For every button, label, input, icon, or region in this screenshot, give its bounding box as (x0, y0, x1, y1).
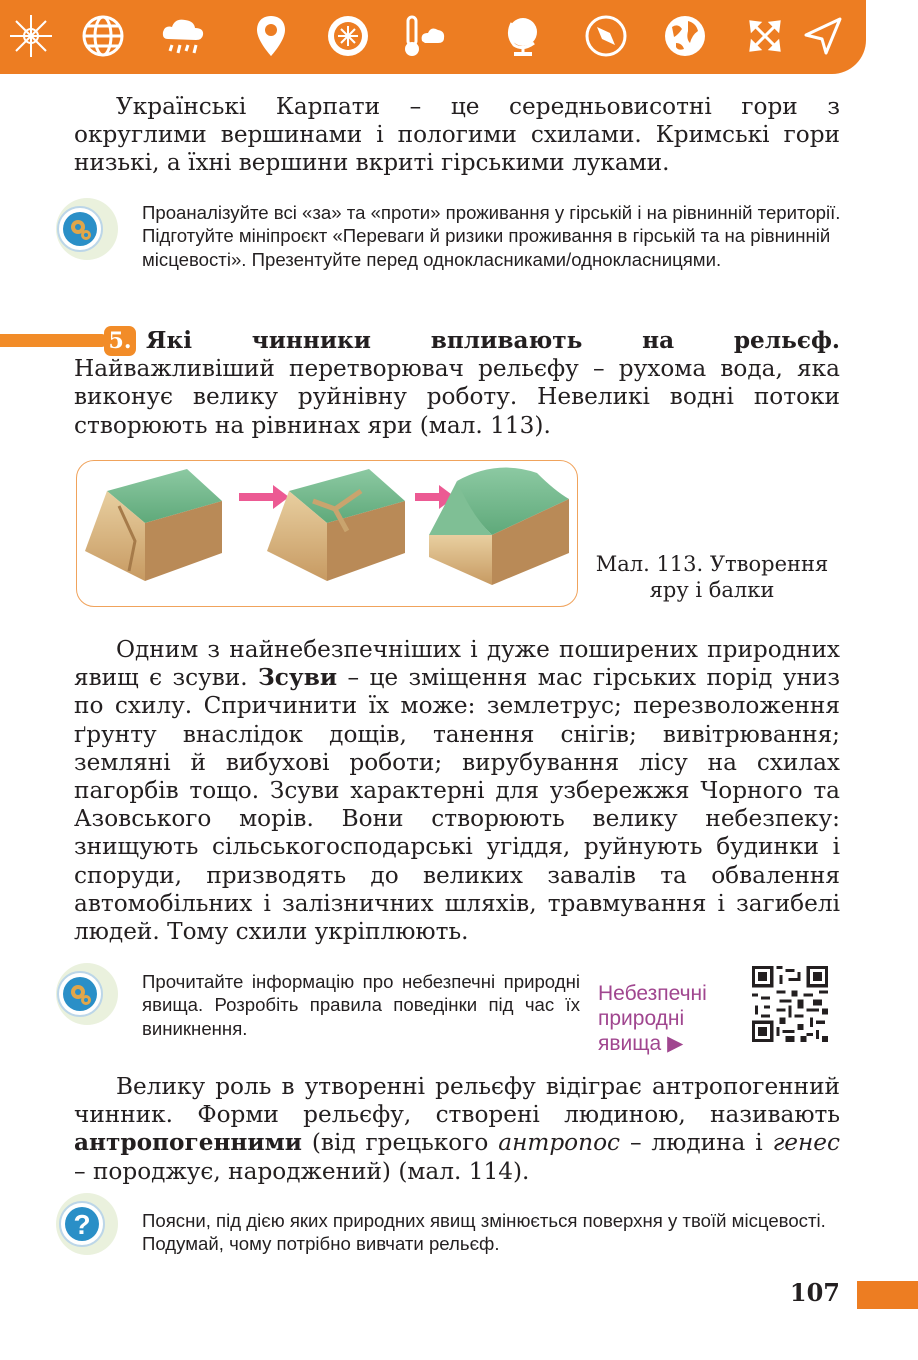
compass-dial-icon (325, 13, 371, 59)
thermometer-cloud-icon (400, 13, 446, 59)
block-stage-1 (85, 469, 222, 581)
task-hazards-text: Прочитайте інформацію про небезпечні природні явища. Розробіть правила поведінки під час їх виникнення. (142, 971, 580, 1039)
page-marker-bar (857, 1281, 918, 1309)
directions-arrows-icon (742, 13, 788, 59)
section-number: 5. (104, 326, 136, 356)
globe-grid-icon (80, 13, 126, 59)
ravine-formation-illustration (77, 461, 577, 606)
compass-rose-icon (8, 13, 54, 59)
section-heading: Які чинники впливають на рельєф. (146, 327, 840, 354)
qr-link-label[interactable]: Небезпечні природні явища ▶ (598, 982, 707, 1055)
task-analyze-text: Проаналізуйте всі «за» та «проти» проживання у гірській і на рівнинній території. Підготуйте мініпроєкт «Переваги й ризики проживання в гірській та на рівнинній місцевості». Презентуйте перед однокласниками/однокласницями. (142, 202, 841, 270)
compass-needle-icon (583, 13, 629, 59)
arrow-stage-1-to-2 (239, 485, 289, 509)
question-badge (54, 1191, 120, 1257)
location-pin-icon (248, 13, 294, 59)
play-arrow-icon: ▶ (667, 1032, 684, 1055)
block-stage-3 (429, 468, 569, 585)
question-mark-glyph: ? (73, 1209, 91, 1240)
earth-icon (662, 13, 708, 59)
paragraph-carpathians: Українські Карпати – це середньовисотні гори з округлими вершинами і пологими схилами. Кримські гори низькі, а їхні вершини вкриті гірськими луками. (74, 93, 840, 177)
block-stage-2 (267, 469, 405, 581)
gears-task-icon (54, 196, 120, 262)
header-icon-bar (0, 0, 866, 74)
desk-globe-icon (500, 13, 546, 59)
figure-113-frame (76, 460, 578, 607)
navigation-arrow-icon (800, 13, 846, 59)
figure-113-caption: Мал. 113. Утворення яру і балки (595, 552, 829, 602)
page-number: 107 (789, 1278, 840, 1307)
rain-cloud-icon (160, 13, 206, 59)
paragraph-landslides: Одним з найнебезпечніших і дуже поширених природних явищ є зсуви. Зсуви – це зміщення мас гірських порід униз по схилу. Спричинити їх може: землетрус; перезволоження ґрунту внаслідок дощів, танення снігів; вивітрювання; земляні й вибухові роботи; вирубування лісу на схилах пагорбів тощо. Зсуви характерні для узбережжя Чорного та Азовського морів. Вони створюють велику небезпеку: знищують сільськогосподарські угіддя, руйнують будинки і споруди, призводять до великих завалів та обвалення автомобільних і залізничних шляхів, травмування і загибелі людей. Тому схили укріплюють. (74, 636, 841, 946)
gears-task-icon-2 (54, 961, 120, 1027)
paragraph-anthropogenic: Велику роль в утворенні рельєфу відіграє антропогенний чинник. Форми рельєфу, створені людиною, називають антропогенними (від грецького антропос – людина і генес – породжує, народжений) (мал. 114). (74, 1073, 841, 1185)
question-text: Поясни, під дією яких природних явищ змінюється поверхня у твоїй місцевості. Подумай, чому потрібно вивчати рельєф. (142, 1210, 826, 1255)
paragraph-section-5: Які чинники впливають на рельєф. Найважливіший перетворювач рельєфу – рухома вода, яка виконує велику руйнівну роботу. Невеликі водні потоки створюють на рівнинах яри (мал. 113). (74, 327, 840, 439)
question-mark-icon (54, 1191, 120, 1257)
qr-code[interactable] (752, 966, 828, 1042)
